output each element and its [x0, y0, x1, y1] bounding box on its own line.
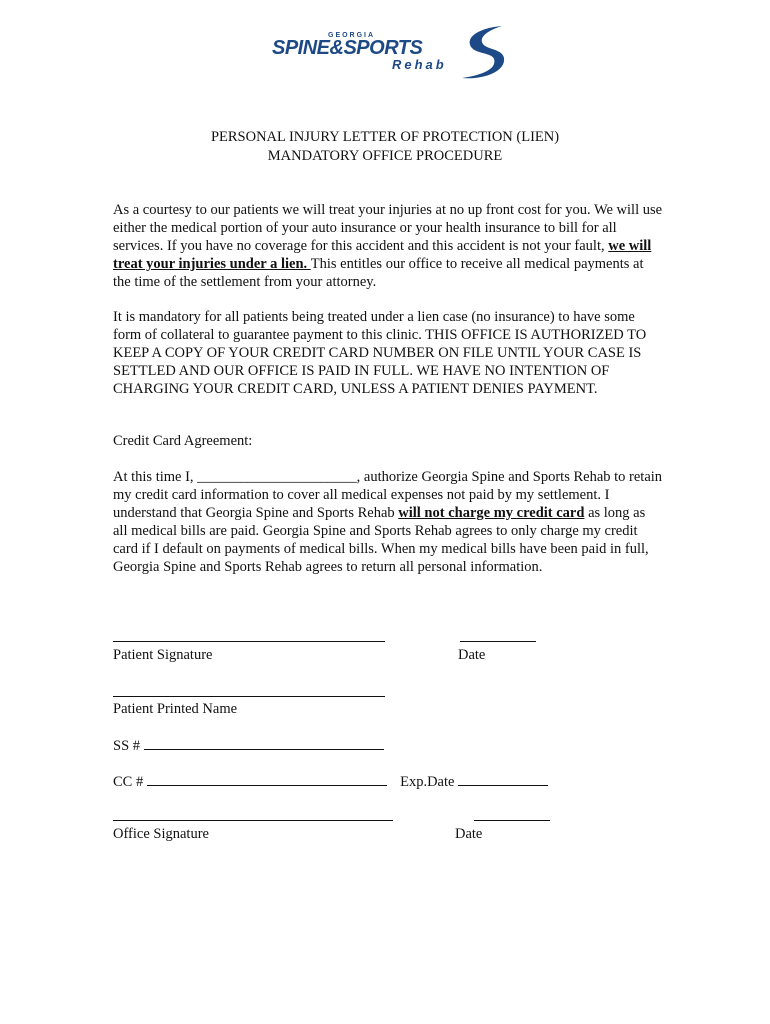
patient-signature-field[interactable] [113, 641, 385, 642]
patient-printed-name-label: Patient Printed Name [113, 701, 238, 717]
mandatory-paragraph: It is mandatory for all patients being treated under a lien case (no insurance) to have some form of collateral to guarantee payment to this clinic. THIS OFFICE IS AUTHORIZED TO KEEP A COPY OF YOUR CREDIT CARD NUMBER ON FILE UNTIL YOUR CASE IS SETTLED AND OUR OFFICE IS PAID IN FULL. WE HAVE NO INTENTION OF CHARGING YOUR CREDIT CARD, UNLESS A PATIENT DENIES PAYMENT. [113, 309, 647, 397]
courtesy-paragraph [113, 201, 663, 291]
swoosh-icon [458, 24, 510, 80]
ss-field[interactable] [144, 737, 384, 750]
document-subtitle: MANDATORY OFFICE PROCEDURE [267, 148, 503, 164]
exp-date-field[interactable] [458, 773, 548, 786]
cc-label: CC # [113, 774, 144, 790]
patient-signature-label: Patient Signature [113, 647, 213, 663]
exp-date-label: Exp.Date [400, 774, 455, 790]
no-charge-emphasis: will not charge my credit card [398, 505, 585, 521]
document-title: PERSONAL INJURY LETTER OF PROTECTION (LIEN) [210, 129, 560, 145]
patient-date-label: Date [458, 647, 486, 663]
cc-field[interactable] [147, 773, 387, 786]
ss-label: SS # [113, 738, 141, 754]
logo-sub-text: Rehab [392, 57, 447, 72]
agreement-heading: Credit Card Agreement: [113, 433, 253, 449]
ss-row [113, 737, 384, 755]
cc-row [113, 773, 548, 791]
office-signature-field[interactable] [113, 820, 393, 821]
agreement-text-start: At this time I, ______________________, authorize Georgia Spine and Sports Rehab to retain my credit card information to cover all medical expenses not paid by my settlement. I understand that Georgia Spine and Sports Rehab [113, 469, 663, 521]
office-date-label: Date [455, 826, 483, 842]
patient-date-field[interactable] [460, 641, 536, 642]
lien-emphasis: we will treat your injuries under a lien. [113, 238, 652, 272]
logo-top-text: GEORGIA [328, 32, 376, 39]
patient-printed-name-field[interactable] [113, 696, 385, 697]
agreement-text-end: as long as all medical bills are paid. Georgia Spine and Sports Rehab agrees to only charge my credit card if I default on payments of medical bills. When my medical bills have been paid in full, Georgia Spine and Sports Rehab agrees to return all personal information. [113, 505, 649, 575]
clinic-logo [272, 24, 512, 82]
logo-main-text: SPINE&SPORTS [272, 37, 423, 59]
office-date-field[interactable] [474, 820, 550, 821]
agreement-paragraph [113, 468, 663, 576]
courtesy-text-end: This entitles our office to receive all medical payments at the time of the settlement from your attorney. [113, 256, 644, 290]
office-signature-label: Office Signature [113, 826, 209, 842]
courtesy-text-start: As a courtesy to our patients we will treat your injuries at no up front cost for you. We will use either the medical portion of your auto insurance or your health insurance to bill for all services. If you have no coverage for this accident and this accident is not your fault, [113, 202, 663, 254]
